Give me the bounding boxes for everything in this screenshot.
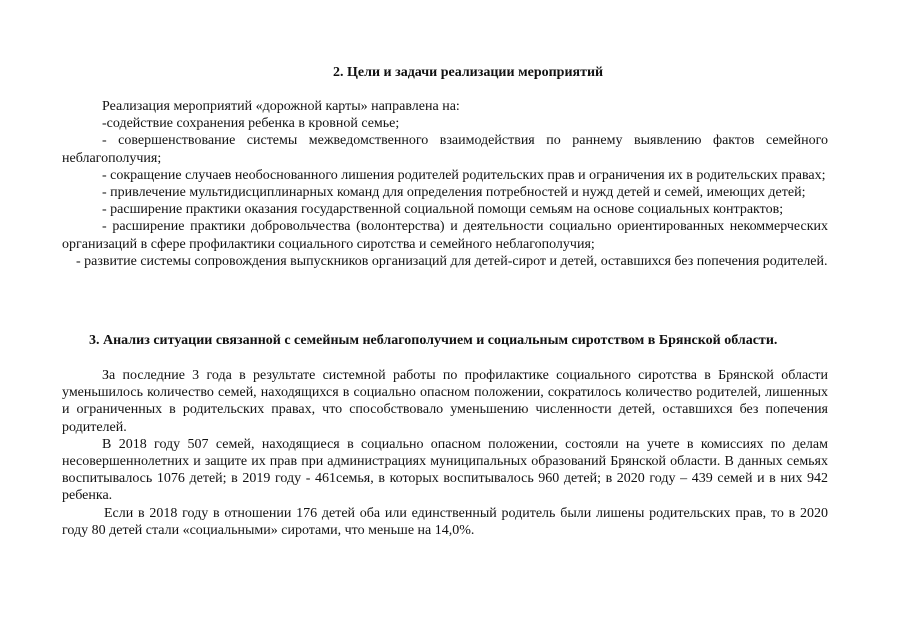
goal-item: - сокращение случаев необоснованного лишения родителей родительских прав и ограничения их в родительских правах; xyxy=(102,167,826,183)
goal-item: - развитие системы сопровождения выпускников организаций для детей-сирот и детей, оставшихся без попечения родителей. xyxy=(76,253,828,269)
section-2-heading: 2. Цели и задачи реализации мероприятий xyxy=(333,65,604,80)
goal-item: - совершенствование системы межведомственного взаимодействия по раннему выявлению фактов семейного неблагополучия; xyxy=(62,133,828,166)
analysis-paragraph: Если в 2018 году в отношении 176 детей оба или единственный родитель были лишены родительских прав, то в 2020 году 80 детей стали «социальными» сиротами, что меньше на 14,0%. xyxy=(62,505,828,538)
goal-item: - расширение практики оказания государственной социальной помощи семьям на основе социальных контрактов; xyxy=(102,202,784,218)
section-2-body xyxy=(62,98,828,270)
goal-item: - расширение практики добровольчества (волонтерства) и деятельности социально ориентированных некоммерческих организаций в сфере профилактики социального сиротства и семейного неблагополучия; xyxy=(62,219,828,252)
goal-item: -содействие сохранения ребенка в кровной семье; xyxy=(102,116,400,132)
analysis-paragraph: В 2018 году 507 семей, находящиеся в социально опасном положении, состояли на учете в комиссиях по делам несовершеннолетних и защите их прав при администрациях муниципальных образований Брянской области. В данных семьях воспитывалось 1076 детей; в 2019 году - 461семья, в которых воспитывалось 960 детей; в 2020 году – 439 семей и в них 942 ребенка. xyxy=(62,436,828,504)
section-3-heading: 3. Анализ ситуации связанной с семейным неблагополучием и социальным сиротством в Брянской области. xyxy=(89,333,778,348)
section-2-intro: Реализация мероприятий «дорожной карты» направлена на: xyxy=(102,99,460,114)
analysis-paragraph: За последние 3 года в результате системной работы по профилактике социального сиротства в Брянской области уменьшилось количество семей, находящихся в социально опасном положении, сократилось количество родителей, лишенных и ограниченных в родительских правах, что способствовало уменьшению численности детей, оставшихся без попечения родителей. xyxy=(62,368,828,435)
section-3-body xyxy=(62,367,828,539)
goal-item: - привлечение мультидисциплинарных команд для определения потребностей и нужд детей и семей, имеющих детей; xyxy=(102,185,806,201)
